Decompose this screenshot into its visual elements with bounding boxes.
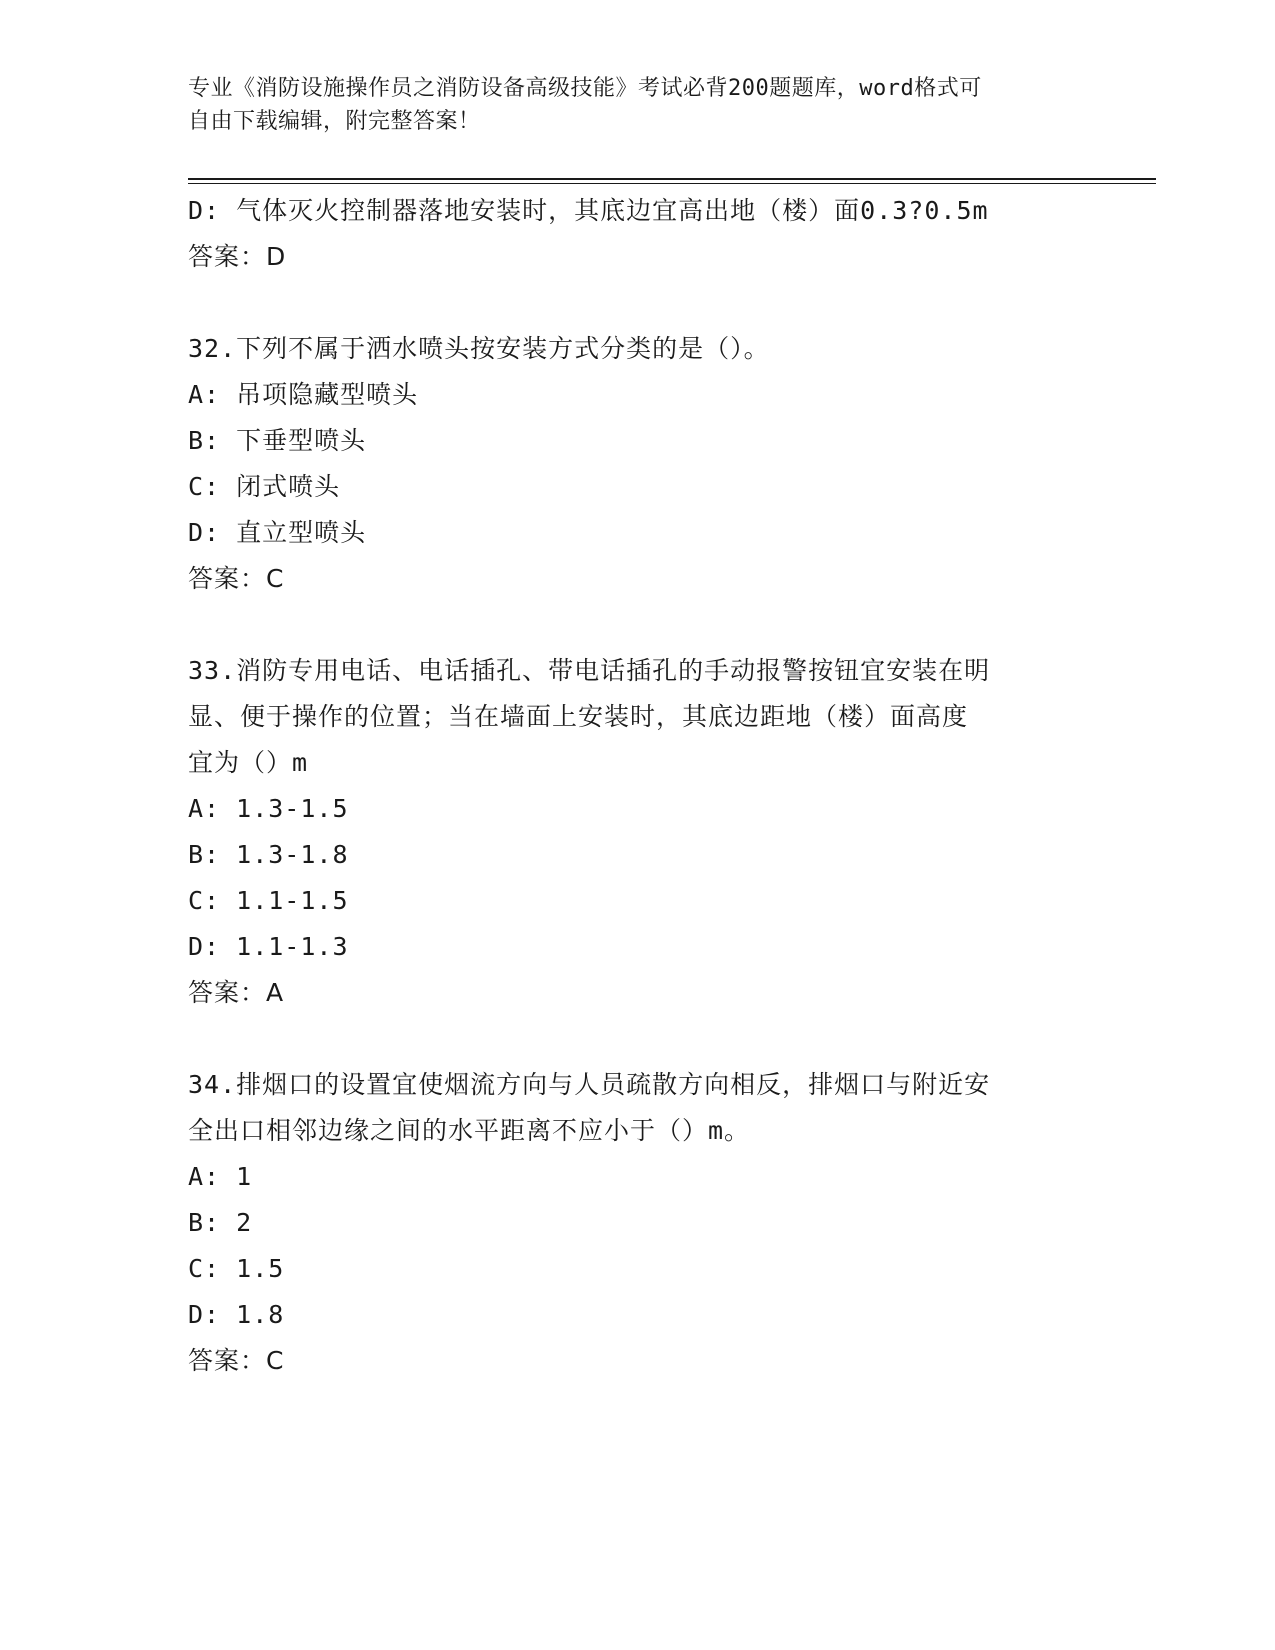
header-line-1: 专业《消防设施操作员之消防设备高级技能》考试必背200题题库，word格式可 xyxy=(188,76,982,101)
header-divider-thick xyxy=(188,178,1156,180)
question-34 xyxy=(188,1062,1088,1384)
spacer xyxy=(188,1016,1088,1062)
option-d: D: 直立型喷头 xyxy=(188,518,367,547)
question-text-line-1: 33.消防专用电话、电话插孔、带电话插孔的手动报警按钮宜安装在明 xyxy=(188,656,991,685)
option-d: D: 1.1-1.3 xyxy=(188,932,349,961)
option-b: B: 下垂型喷头 xyxy=(188,426,367,455)
question-text-line-2: 显、便于操作的位置；当在墙面上安装时，其底边距地（楼）面高度 xyxy=(188,702,969,731)
answer-line: 答案：C xyxy=(188,564,285,593)
option-d: D: 1.8 xyxy=(188,1300,285,1329)
answer-line: 答案：D xyxy=(188,242,287,271)
option-c: C: 1.1-1.5 xyxy=(188,886,349,915)
option-d: D: 气体灭火控制器落地安装时，其底边宜高出地（楼）面0.3?0.5m xyxy=(188,196,989,225)
option-a: A: 1.3-1.5 xyxy=(188,794,349,823)
question-33 xyxy=(188,648,1088,1016)
option-a: A: 吊项隐藏型喷头 xyxy=(188,380,419,409)
spacer xyxy=(188,280,1088,326)
header-divider-thin xyxy=(188,183,1156,184)
question-text-line-1: 34.排烟口的设置宜使烟流方向与人员疏散方向相反，排烟口与附近安 xyxy=(188,1070,991,1099)
answer-line: 答案：C xyxy=(188,1346,285,1375)
document-header xyxy=(188,72,1088,138)
prev-question-tail xyxy=(188,188,1088,280)
question-text-line-2: 全出口相邻边缘之间的水平距离不应小于（）m。 xyxy=(188,1116,751,1145)
option-b: B: 1.3-1.8 xyxy=(188,840,349,869)
question-text: 32.下列不属于洒水喷头按安装方式分类的是（）。 xyxy=(188,334,770,363)
answer-line: 答案：A xyxy=(188,978,285,1007)
header-line-2: 自由下载编辑，附完整答案！ xyxy=(188,109,481,134)
question-32 xyxy=(188,326,1088,602)
spacer xyxy=(188,602,1088,648)
option-a: A: 1 xyxy=(188,1162,253,1191)
option-c: C: 1.5 xyxy=(188,1254,285,1283)
option-c: C: 闭式喷头 xyxy=(188,472,341,501)
question-text-line-3: 宜为（）m xyxy=(188,748,309,777)
question-list xyxy=(188,188,1088,1384)
option-b: B: 2 xyxy=(188,1208,253,1237)
